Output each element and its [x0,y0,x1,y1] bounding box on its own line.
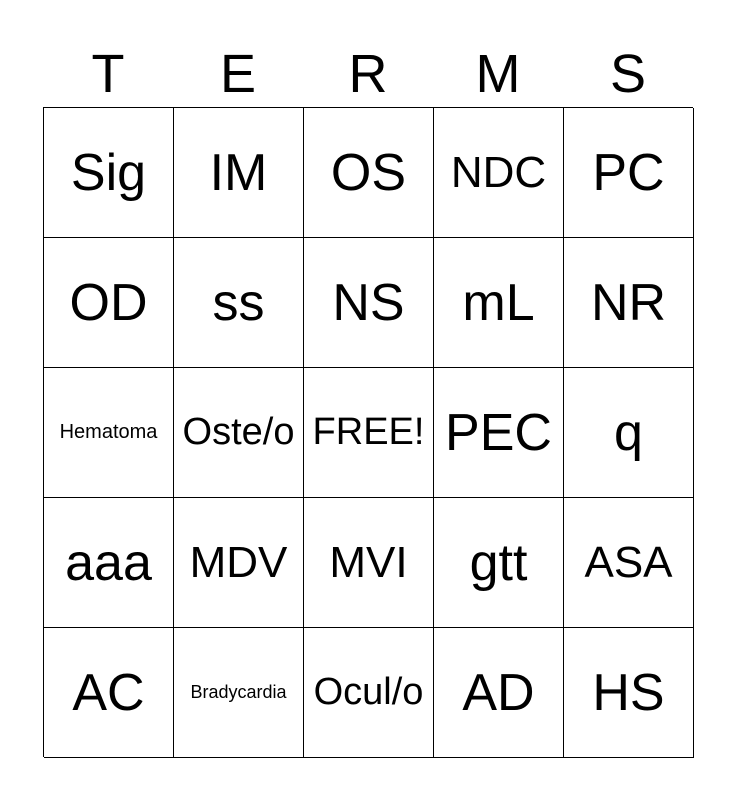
bingo-cell[interactable]: AD [434,628,564,758]
bingo-cell[interactable]: PEC [434,368,564,498]
bingo-cell[interactable]: Hematoma [44,368,174,498]
bingo-header [43,40,693,108]
bingo-cell[interactable]: Oste/o [174,368,304,498]
bingo-cell[interactable]: NR [564,238,694,368]
bingo-cell[interactable]: OD [44,238,174,368]
bingo-cell[interactable]: gtt [434,498,564,628]
bingo-cell[interactable]: q [564,368,694,498]
bingo-cell[interactable]: HS [564,628,694,758]
bingo-cell[interactable]: Bradycardia [174,628,304,758]
bingo-cell[interactable]: PC [564,108,694,238]
bingo-cell[interactable]: NS [304,238,434,368]
bingo-cell[interactable]: mL [434,238,564,368]
header-letter-e: E [219,44,257,104]
bingo-cell[interactable]: Ocul/o [304,628,434,758]
header-letter-s: S [609,44,647,104]
bingo-cell[interactable]: MDV [174,498,304,628]
header-letter-m: M [475,44,521,104]
bingo-cell[interactable]: AC [44,628,174,758]
bingo-cell[interactable]: IM [174,108,304,238]
bingo-cell[interactable]: MVI [304,498,434,628]
bingo-cell[interactable]: Sig [44,108,174,238]
bingo-cell[interactable]: OS [304,108,434,238]
header-letter-t: T [91,44,125,104]
header-letter-r: R [348,44,388,104]
bingo-cell[interactable]: ASA [564,498,694,628]
free-space-cell[interactable]: FREE! [304,368,434,498]
bingo-cell[interactable]: aaa [44,498,174,628]
bingo-cell[interactable]: ss [174,238,304,368]
bingo-cell[interactable]: NDC [434,108,564,238]
bingo-grid [43,107,693,757]
